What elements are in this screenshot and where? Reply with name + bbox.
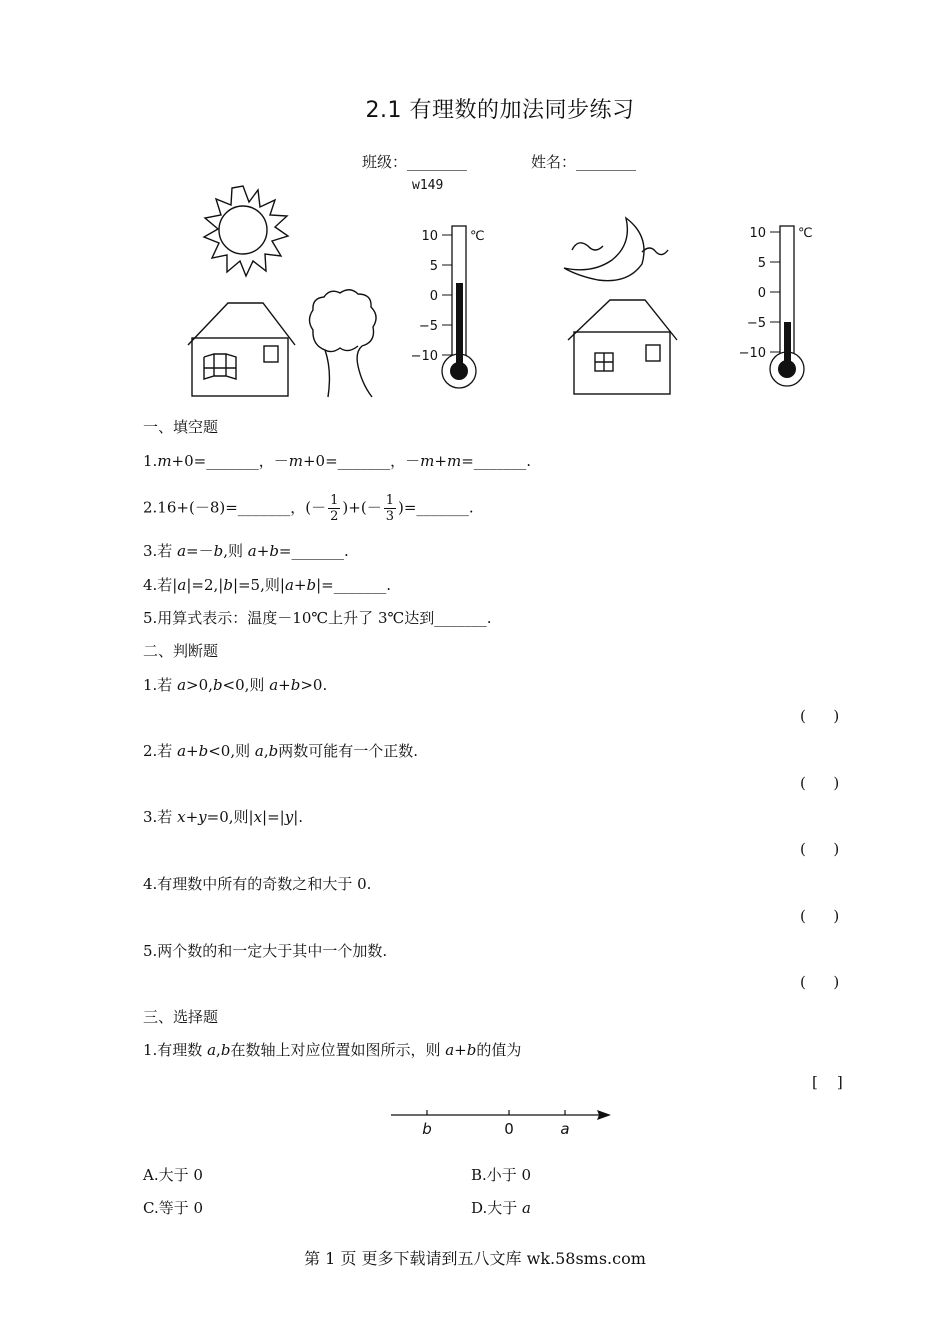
axis-label-a: a — [560, 1120, 570, 1138]
house-icon — [568, 300, 677, 394]
section-heading: 三、选择题 — [143, 1008, 219, 1026]
answer-bracket[interactable]: [ ] — [812, 1073, 843, 1091]
number-line — [385, 1103, 615, 1141]
tree-icon — [310, 290, 377, 397]
sun-icon — [204, 186, 288, 276]
class-field[interactable]: 班级：________ — [362, 153, 468, 171]
page-footer: 第 1 页 更多下载请到五八文库 wk.58sms.com — [304, 1249, 646, 1268]
moon-icon — [564, 218, 668, 281]
thermo-tick: 10 — [749, 226, 766, 241]
thermo-tick: 5 — [757, 256, 766, 271]
judge-question-1: 1.若 a>0,b<0,则 a+b>0. — [143, 676, 328, 694]
option-a[interactable]: A.大于 0 — [143, 1166, 203, 1184]
answer-paren[interactable]: ( ) — [800, 707, 846, 725]
fill-question-3: 3.若 a=－b,则 a+b=_______. — [143, 542, 349, 560]
judge-question-2: 2.若 a+b<0,则 a,b两数可能有一个正数. — [143, 742, 419, 760]
thermo-tick: −5 — [418, 319, 438, 334]
option-d[interactable]: D.大于 a — [471, 1199, 531, 1217]
judge-question-3: 3.若 x+y=0,则|x|=|y|. — [143, 808, 304, 826]
thermo-tick: −5 — [746, 316, 766, 331]
section-heading: 一、填空题 — [143, 418, 219, 436]
option-c[interactable]: C.等于 0 — [143, 1199, 204, 1217]
thermo-tick: −10 — [738, 346, 766, 361]
thermo-tick: 0 — [757, 286, 766, 301]
watermark-code: w149 — [412, 178, 444, 193]
judge-question-4: 4.有理数中所有的奇数之和大于 0. — [143, 875, 372, 893]
fill-question-1: 1.m+0=_______，－m+0=_______，－m+m=_______. — [143, 452, 532, 470]
fill-question-4: 4.若|a|=2,|b|=5,则|a+b|=_______. — [143, 576, 391, 594]
option-b[interactable]: B.小于 0 — [471, 1166, 532, 1184]
mercury-column — [784, 322, 791, 365]
thermo-tick: 0 — [429, 289, 438, 304]
house-icon — [188, 303, 295, 396]
thermo-tick: −10 — [410, 349, 438, 364]
section-heading: 二、判断题 — [143, 642, 219, 660]
name-field[interactable]: 姓名：________ — [531, 153, 637, 171]
thermo-tick: 5 — [429, 259, 438, 274]
thermo-unit: ℃ — [798, 226, 813, 241]
thermo-unit: ℃ — [470, 229, 485, 244]
thermometer-left — [411, 226, 485, 388]
answer-paren[interactable]: ( ) — [800, 907, 846, 925]
thermometer-right — [739, 226, 813, 386]
answer-paren[interactable]: ( ) — [800, 840, 846, 858]
page-title: 2.1 有理数的加法同步练习 — [365, 98, 635, 123]
answer-paren[interactable]: ( ) — [800, 774, 846, 792]
mercury-column — [456, 283, 463, 367]
judge-question-5: 5.两个数的和一定大于其中一个加数. — [143, 942, 388, 960]
fill-question-5: 5.用算式表示：温度－10℃上升了 3℃达到_______. — [143, 609, 492, 627]
fill-question-2: 2.16+(－8)=_______，(－ $\frac{1}{2}$ )+(－ $\frac{1}{3}$ )=_______. — [143, 493, 474, 524]
day-night-illustration — [180, 180, 860, 405]
answer-paren[interactable]: ( ) — [800, 973, 846, 991]
thermo-tick: 10 — [421, 229, 438, 244]
choice-question-1: 1.有理数 a,b在数轴上对应位置如图所示，则 a+b的值为 — [143, 1041, 522, 1059]
axis-label-b: b — [422, 1120, 432, 1138]
axis-label-zero: 0 — [504, 1120, 514, 1138]
